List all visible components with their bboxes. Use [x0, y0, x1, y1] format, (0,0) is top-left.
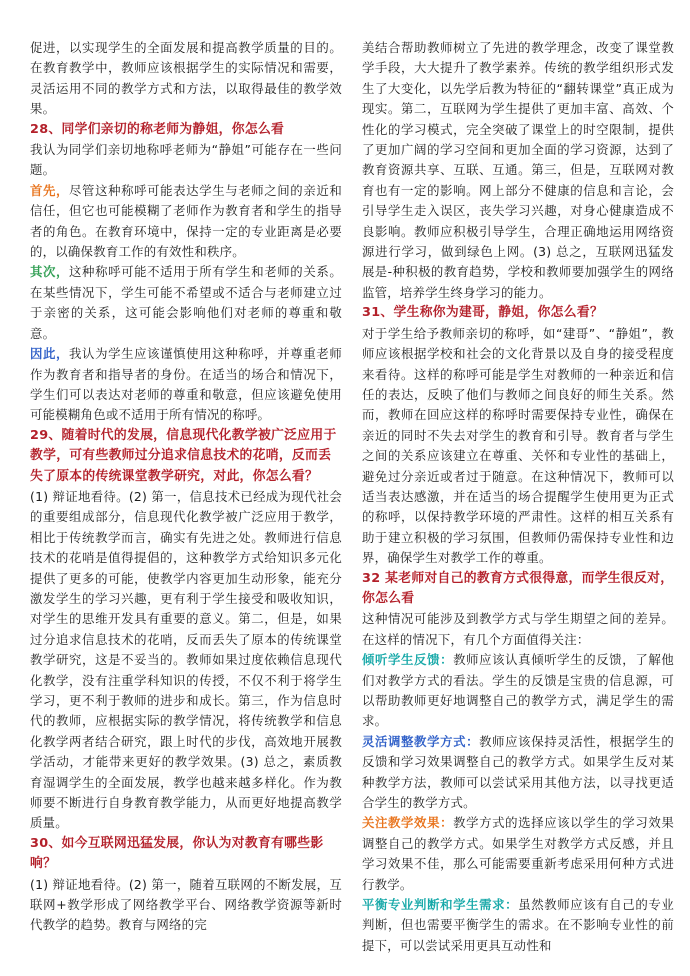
question-heading-29: 29、随着时代的发展，信息现代化教学被广泛应用于教学，可有些教师过分追求信息技术的花哨，反而丢失了原本的传统课堂教学研究，对此，你怎么看？ — [30, 427, 337, 484]
keyword-label: 因此， — [30, 346, 70, 362]
question-heading-31: 31、学生称你为建哥，静姐，你怎么看？ — [362, 305, 604, 321]
paragraph-text: 虽然教师应该有自己的专业判断，但也需要平衡学生的需求。在不影响专业性的前提下，可以尝试采用更具互动性和 — [362, 897, 674, 953]
paragraph — [362, 732, 674, 814]
keyword-label: 倾听学生反馈： — [362, 652, 454, 668]
paragraph — [362, 895, 674, 956]
paragraph — [30, 262, 342, 344]
paragraph: (1) 辩证地看待。(2) 第一，随着互联网的不断发展，互联网+教学形成了网络教学平台、网络教学资源等新时代教学的趋势。教育与网络的完 — [30, 876, 342, 933]
paragraph: 促进，以实现学生的全面发展和提高教学质量的目的。在教育教学中，教师应该根据学生的实际情况和需要，灵活运用不同的教学方式和方法，以取得最佳的教学效果。 — [30, 40, 342, 117]
left-column — [30, 38, 342, 976]
paragraph: (1) 辩证地看待。(2) 第一，信息技术已经成为现代社会的重要组成部分，信息现代化教学被广泛应用于教学，相比于传统教学而言，确实有先进之处。教师进行信息技术的花哨是值得提倡的，这种教学方式给知识多元化提供了更多的可能，使教学内容更加生动形象，能充分激发学生的学习兴趣，更有利于学生接受和吸收知识，对学生的思维开发具有重要的意义。第二，但是，如果过分追求信息技术的花哨，反而丢失了原本的传统课堂教学研究，这是不妥当的。教师如果过度依赖信息现代化教学，没有注重学科知识的传授，不仅不利于将学生学习，更不利于教师的进步和成长。第三，作为信息时代的教师，应根据实际的教学情况，将传统教学和信息化教学两者结合研究，跟上时代的步伐，高效地开展教学活动，才能带来更好的教学效果。(3) 总之，素质教育湿调学生的全面发展，教学也越来越多样化。作为教师要不断进行自身教育教学能力，从而更好地提高教学质量。 — [30, 488, 342, 831]
paragraph — [362, 813, 674, 895]
keyword-label: 灵活调整教学方式： — [362, 733, 480, 749]
paragraph-text: 尽管这种称呼可能表达学生与老师之间的亲近和信任，但它也可能模糊了老师作为教育者和学生的指导者的角色。在教育环境中，保持一定的专业距离是必要的，以确保教育工作的有效性和秩序。 — [30, 182, 342, 260]
keyword-label: 平衡专业判断和学生需求： — [362, 897, 519, 913]
paragraph — [30, 344, 342, 426]
paragraph — [30, 181, 342, 263]
paragraph-text: 我认为学生应该谨慎使用这种称呼，并尊重老师作为教育者和指导者的身份。在适当的场合和情况下，学生们可以表达对老师的尊重和敬意，但应该避免使用可能模糊角色或不适用于所有情况的称呼。 — [30, 346, 342, 423]
paragraph: 对于学生给予教师亲切的称呼，如“建哥”、“静姐”，教师应该根据学校和社会的文化背景以及自身的接受程度来看待。这样的称呼可能是学生对教师的一种亲近和信任的表达，反映了他们与教师之间良好的师生关系。然而，教师在回应这样的称呼时需要保持专业性，确保在亲近的同时不失去对学生的教育和引导。教育者与学生之间的关系应该建立在尊重、关怀和专业性的基础上，避免过分亲近或者过于随意。在这种情况下，教师可以适当表达感激，并在适当的场合提醒学生使用更为正式的称呼，以保持教学环境的严肃性。这样的相互关系有助于建立积极的学习氛围，但教师仍需保持专业性和边界，确保学生对教学工作的尊重。 — [362, 325, 674, 566]
right-column — [362, 38, 674, 976]
paragraph: 美结合帮助教师树立了先进的教学理念，改变了课堂教学手段，大大提升了教学素养。传统的教学组织形式发生了大变化，以先学后教为特征的“翻转课堂”真正成为现实。第二，互联网为学生提供了更加丰富、高效、个性化的学习模式，完全突破了课堂上的时空限制，提供了更加广阔的学习空间和更加全面的学习资源，达到了教育资源共享、互联、互通。第三，但是，互联网对教育也有一定的影响。网上部分不健康的信息和言论，会引导学生走入误区，丧失学习兴趣，对身心健康造成不良影响。教师应积极引导学生，合理正确地运用网络资源进行学习，做到绿色上网。(3) 总之，互联网迅猛发展是-种积极的教育趋势，学校和教师要加强学生的网络监管，培养学生终身学习的能力。 — [362, 40, 674, 300]
paragraph-text: 这种称呼可能不适用于所有学生和老师的关系。在某些情况下，学生可能不希望或不适合与老师建立过于亲密的关系，这可能会影响他们对老师的尊重和敬意。 — [30, 264, 342, 341]
paragraph: 这种情况可能涉及到教学方式与学生期望之间的差异。在这样的情况下，有几个方面值得关注： — [362, 611, 674, 647]
paragraph: 我认为同学们亲切地称呼老师为“静姐”可能存在一些问题。 — [30, 142, 342, 178]
question-heading-28: 28、同学们亲切的称老师为静姐，你怎么看 — [30, 121, 285, 137]
paragraph — [362, 650, 674, 732]
question-heading-32: 32 某老师对自己的教育方式很得意，而学生很反对，你怎么看 — [362, 570, 674, 606]
keyword-label: 其次， — [30, 264, 70, 280]
paragraph-text: 教师应该保持灵活性，根据学生的反馈和学习效果调整自己的教学方式。如果学生反对某种教学方法，教师可以尝试采用其他方法，以寻找更适合学生的教学方式。 — [362, 733, 674, 811]
question-heading-30: 30、如今互联网迅猛发展，你认为对教育有哪些影响？ — [30, 835, 324, 872]
paragraph-text: 教师应该认真倾听学生的反馈，了解他们对教学方式的看法。学生的反馈是宝贵的信息源，可以帮助教师更好地调整自己的教学方式，满足学生的需求。 — [362, 652, 674, 729]
keyword-label: 关注教学效果： — [362, 815, 454, 831]
keyword-label: 首先， — [30, 182, 70, 198]
paragraph-text: 教学方式的选择应该以学生的学习效果调整自己的教学方式。如果学生对教学方式反感，并且学习效果不佳，那么可能需要重新考虑采用何种方式进行教学。 — [362, 815, 674, 892]
